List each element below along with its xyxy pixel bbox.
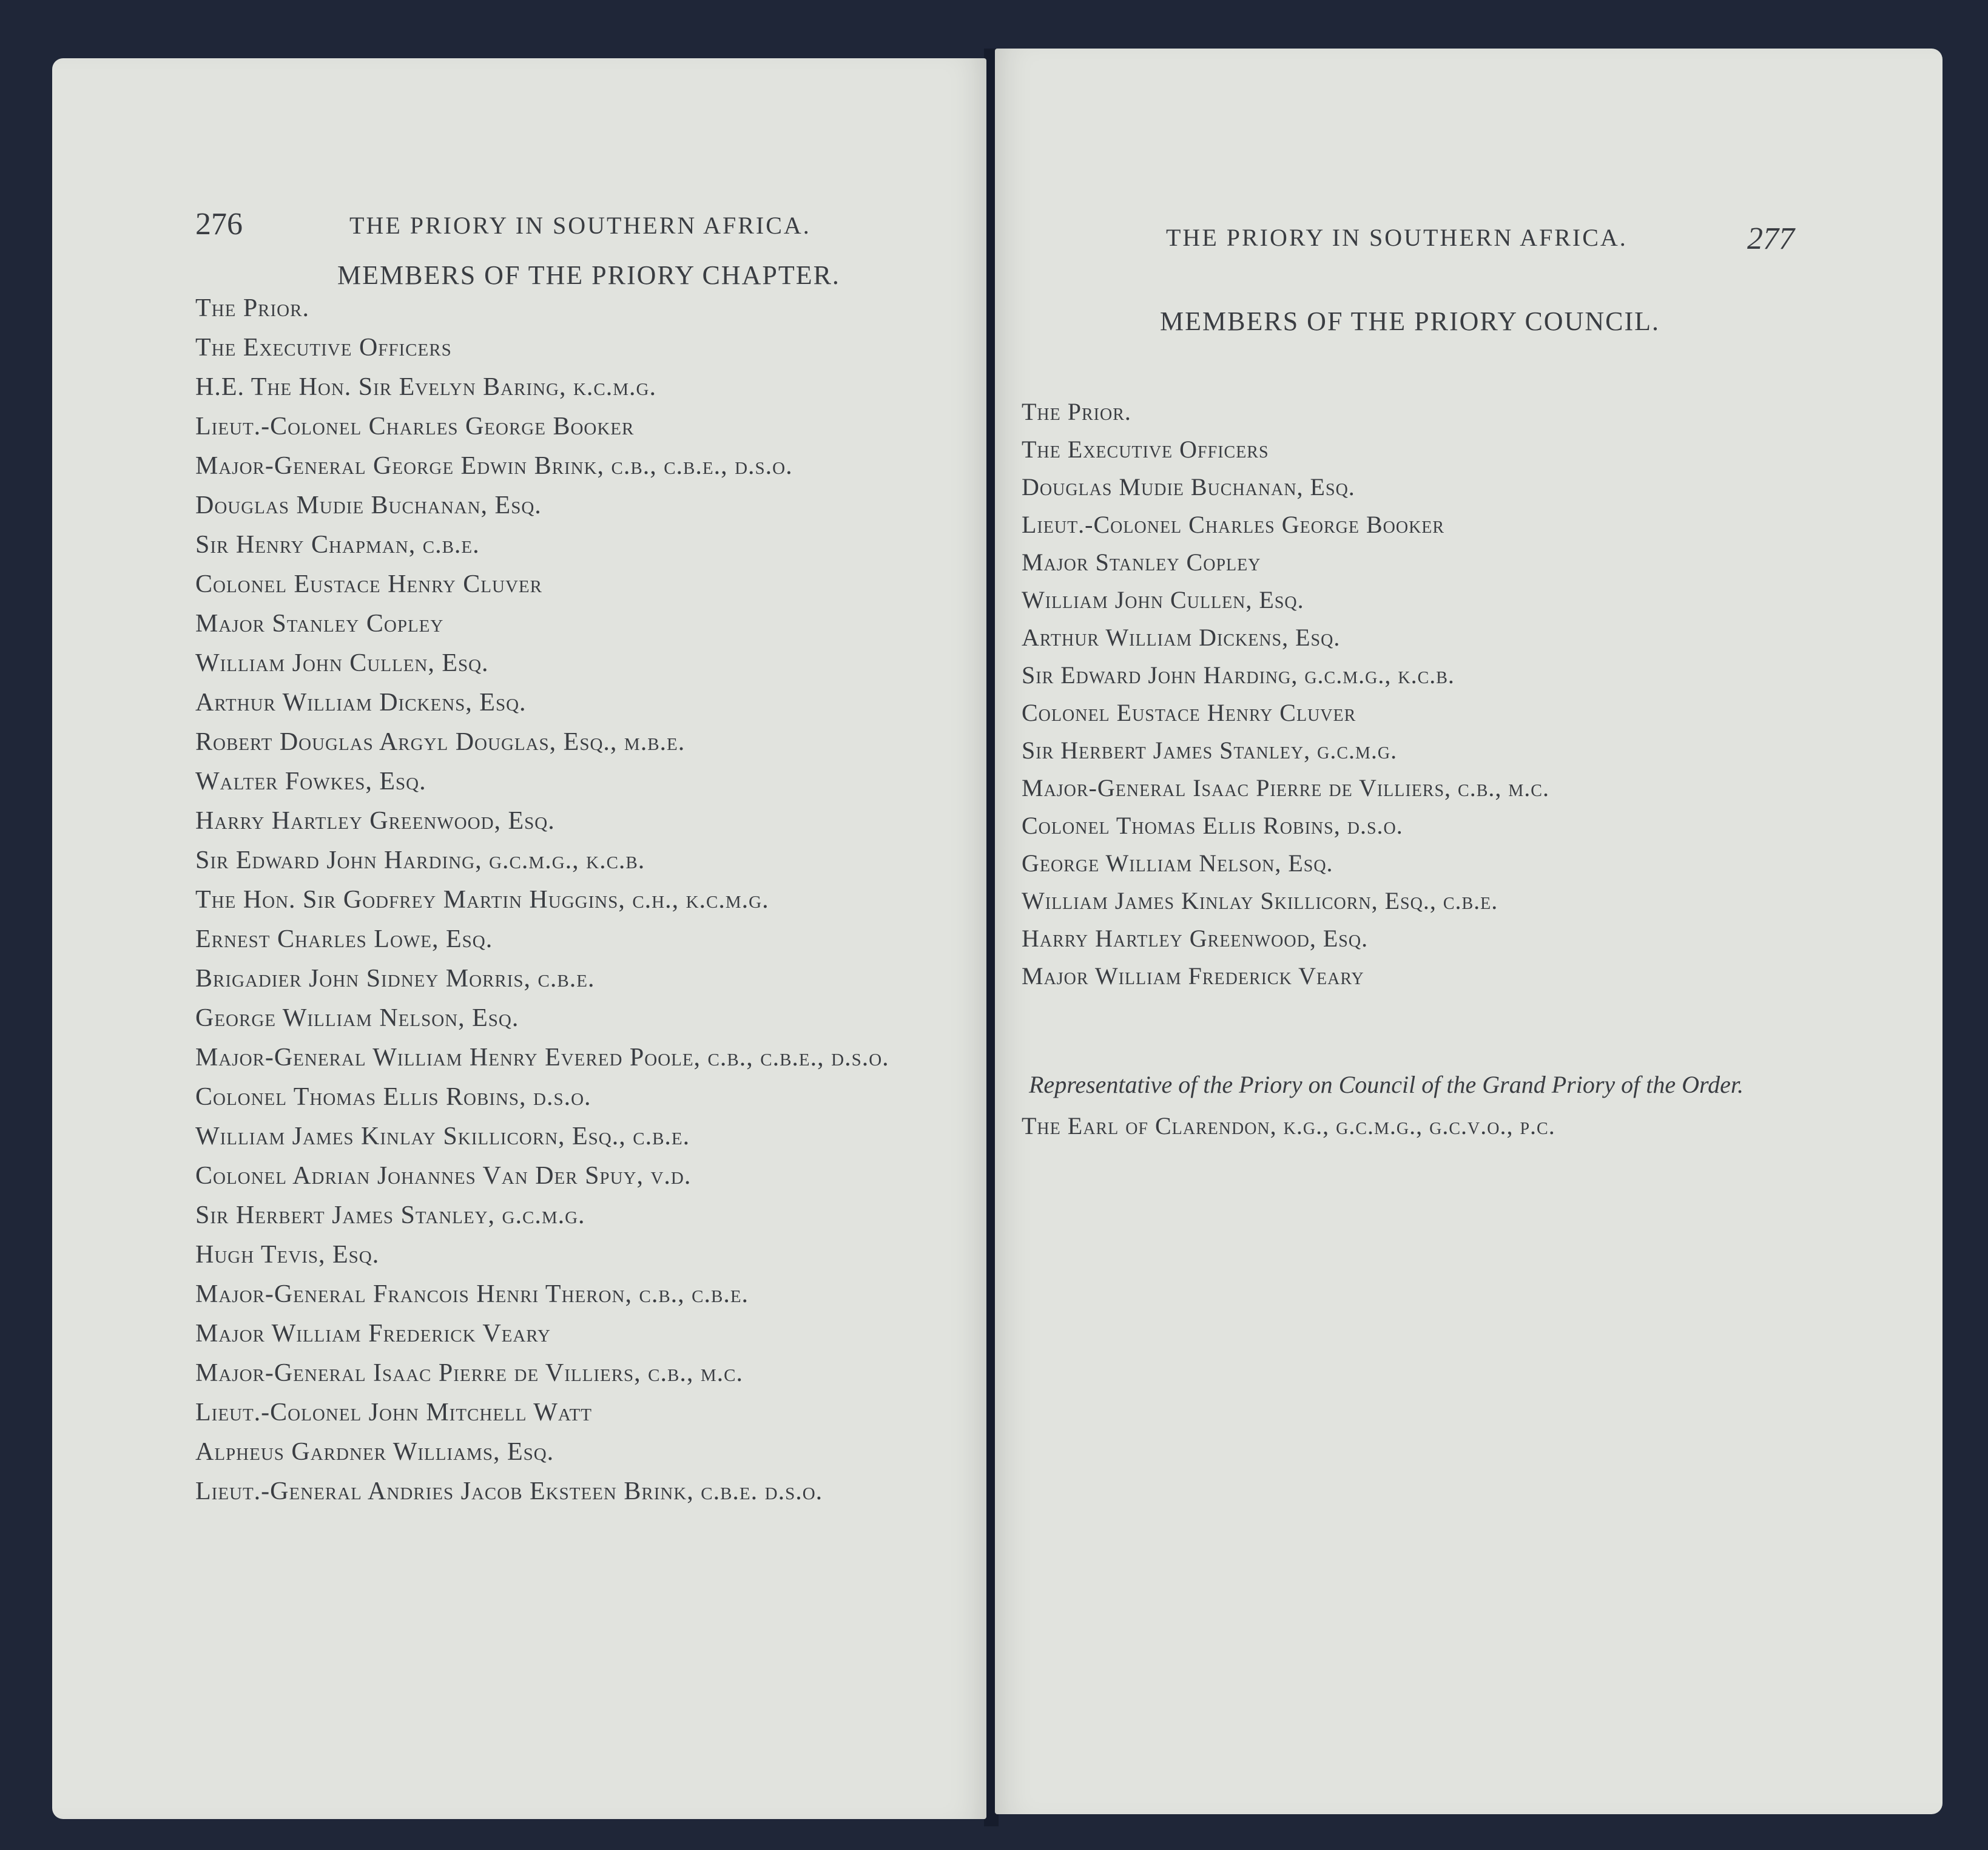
left-page bbox=[52, 58, 986, 1819]
page-number-right: 277 bbox=[1747, 221, 1794, 256]
list-item: Major-General Francois Henri Theron, c.b., c.b.e. bbox=[195, 1280, 749, 1308]
section-title-chapter: MEMBERS OF THE PRIORY CHAPTER. bbox=[337, 260, 840, 290]
list-item: Lieut.-General Andries Jacob Eksteen Brink, c.b.e. d.s.o. bbox=[195, 1477, 823, 1505]
list-item: Douglas Mudie Buchanan, Esq. bbox=[1022, 473, 1355, 501]
list-item: Sir Herbert James Stanley, g.c.m.g. bbox=[1022, 737, 1398, 764]
list-item: Colonel Thomas Ellis Robins, d.s.o. bbox=[195, 1083, 591, 1111]
representative-note: Representative of the Priory on Council of the Grand Priory of the Order. bbox=[1029, 1071, 1744, 1098]
list-item: Arthur William Dickens, Esq. bbox=[1022, 624, 1341, 651]
list-item: Lieut.-Colonel John Mitchell Watt bbox=[195, 1399, 593, 1426]
list-item: Sir Herbert James Stanley, g.c.m.g. bbox=[195, 1201, 585, 1229]
list-item: William John Cullen, Esq. bbox=[195, 649, 489, 677]
section-title-council: MEMBERS OF THE PRIORY COUNCIL. bbox=[1160, 306, 1660, 336]
list-item: The Hon. Sir Godfrey Martin Huggins, c.h., k.c.m.g. bbox=[195, 886, 769, 914]
list-item: Harry Hartley Greenwood, Esq. bbox=[195, 807, 555, 835]
list-item: Hugh Tevis, Esq. bbox=[195, 1241, 380, 1269]
chapter-member-list bbox=[195, 289, 889, 1511]
list-item: The Executive Officers bbox=[1022, 436, 1269, 463]
list-item: Sir Henry Chapman, c.b.e. bbox=[195, 531, 480, 559]
list-item: Sir Edward John Harding, g.c.m.g., k.c.b. bbox=[195, 846, 645, 874]
list-item: Ernest Charles Lowe, Esq. bbox=[195, 925, 493, 953]
council-member-list bbox=[1022, 393, 1549, 995]
list-item: Douglas Mudie Buchanan, Esq. bbox=[195, 491, 542, 519]
list-item: Colonel Thomas Ellis Robins, d.s.o. bbox=[1022, 812, 1403, 839]
list-item: Major-General Isaac Pierre de Villiers, c.b., m.c. bbox=[195, 1359, 743, 1387]
list-item: George William Nelson, Esq. bbox=[1022, 849, 1333, 877]
list-item: The Prior. bbox=[195, 294, 309, 322]
list-item: Lieut.-Colonel Charles George Booker bbox=[195, 413, 635, 441]
list-item: William James Kinlay Skillicorn, Esq., c.b.e. bbox=[1022, 887, 1498, 914]
list-item: Lieut.-Colonel Charles George Booker bbox=[1022, 511, 1445, 538]
list-item: Brigadier John Sidney Morris, c.b.e. bbox=[195, 965, 595, 993]
list-item: Major-General George Edwin Brink, c.b., c.b.e., d.s.o. bbox=[195, 452, 793, 480]
list-item: Major William Frederick Veary bbox=[1022, 962, 1364, 990]
list-item: William John Cullen, Esq. bbox=[1022, 586, 1304, 613]
list-item: Major William Frederick Veary bbox=[195, 1320, 551, 1348]
list-item: Major Stanley Copley bbox=[195, 610, 444, 638]
list-item: Harry Hartley Greenwood, Esq. bbox=[1022, 925, 1369, 952]
list-item: The Prior. bbox=[1022, 398, 1131, 425]
list-item: Walter Fowkes, Esq. bbox=[195, 768, 426, 795]
list-item: Robert Douglas Argyl Douglas, Esq., m.b.e. bbox=[195, 728, 686, 756]
list-item: William James Kinlay Skillicorn, Esq., c.b.e. bbox=[195, 1122, 690, 1150]
list-item: Major-General Isaac Pierre de Villiers, c.b., m.c. bbox=[1022, 774, 1549, 802]
running-head-left: THE PRIORY IN SOUTHERN AFRICA. bbox=[349, 212, 811, 239]
list-item: Colonel Eustace Henry Cluver bbox=[1022, 699, 1356, 726]
list-item: Colonel Eustace Henry Cluver bbox=[195, 570, 542, 598]
list-item: H.E. The Hon. Sir Evelyn Baring, k.c.m.g. bbox=[195, 373, 656, 401]
list-item: Alpheus Gardner Williams, Esq. bbox=[195, 1438, 554, 1466]
list-item: George William Nelson, Esq. bbox=[195, 1004, 519, 1032]
list-item: Arthur William Dickens, Esq. bbox=[195, 689, 527, 717]
list-item: Major Stanley Copley bbox=[1022, 549, 1261, 576]
running-head-right: THE PRIORY IN SOUTHERN AFRICA. bbox=[1166, 224, 1628, 251]
list-item: Sir Edward John Harding, g.c.m.g., k.c.b. bbox=[1022, 661, 1455, 689]
list-item: Major-General William Henry Evered Poole, c.b., c.b.e., d.s.o. bbox=[195, 1044, 889, 1072]
list-item: The Executive Officers bbox=[195, 334, 452, 362]
representative-name: The Earl of Clarendon, k.g., g.c.m.g., g.c.v.o., p.c. bbox=[1022, 1112, 1555, 1139]
list-item: Colonel Adrian Johannes Van Der Spuy, v.d. bbox=[195, 1162, 692, 1190]
right-page bbox=[995, 49, 1943, 1814]
page-number-left: 276 bbox=[195, 207, 243, 241]
